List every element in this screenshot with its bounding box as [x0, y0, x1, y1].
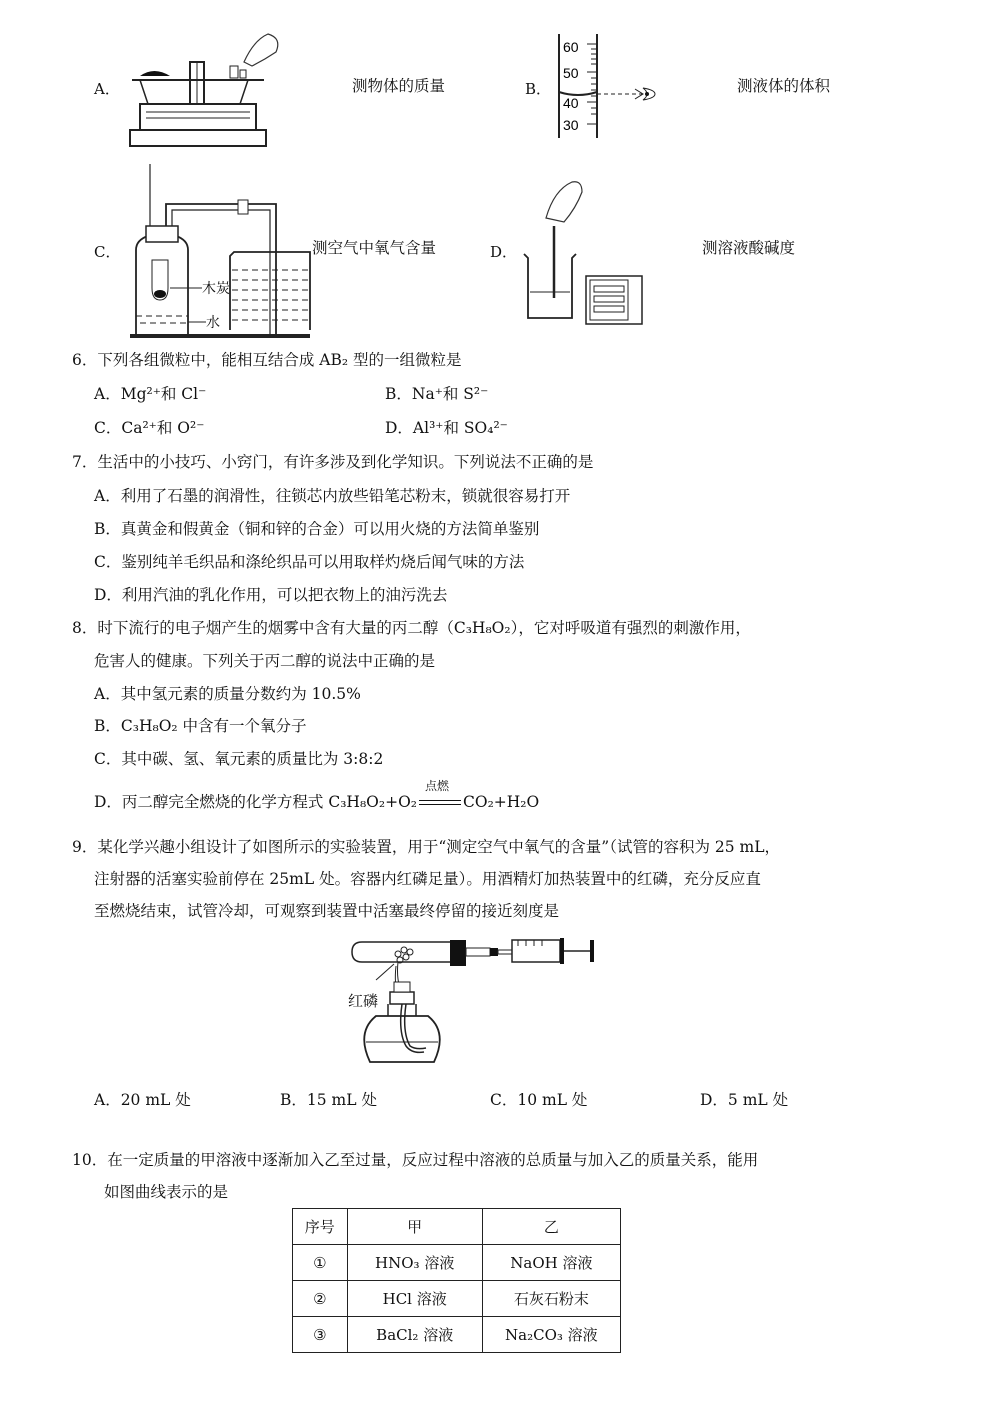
q5-option-c-label: C． [94, 243, 121, 261]
q8-option-a: A．其中氢元素的质量分数约为 10.5% [94, 685, 361, 703]
balance-figure [126, 32, 286, 148]
q8-stem-line2: 危害人的健康。下列关于丙二醇的说法中正确的是 [94, 652, 436, 670]
q5-option-b-label: B． [525, 80, 552, 98]
table-header-cell: 序号 [293, 1209, 348, 1245]
oxygen-apparatus-figure [126, 160, 316, 340]
table-cell: BaCl₂ 溶液 [347, 1317, 482, 1353]
q6-option-d: D．Al³⁺和 SO₄²⁻ [385, 419, 508, 437]
q9-option-b: B．15 mL 处 [280, 1091, 377, 1109]
q9-stem-line1: 9．某化学兴趣小组设计了如图所示的实验装置，用于“测定空气中氧气的含量”（试管的容积为 25 mL， [72, 838, 781, 856]
q7-option-b: B．真黄金和假黄金（铜和锌的合金）可以用火烧的方法简单鉴别 [94, 520, 540, 538]
table-cell: 石灰石粉末 [482, 1281, 620, 1317]
table-cell: ② [293, 1281, 348, 1317]
q5-option-b-caption: 测液体的体积 [737, 77, 831, 95]
q9-stem-line3: 至燃烧结束，试管冷却，可观察到装置中活塞最终停留的接近刻度是 [94, 902, 560, 920]
table-cell: HCl 溶液 [347, 1281, 482, 1317]
q5-option-c-caption: 测空气中氧气含量 [312, 239, 437, 257]
table-header-row [293, 1209, 621, 1245]
q10-stem-line2: 如图曲线表示的是 [104, 1183, 229, 1201]
table-cell: HNO₃ 溶液 [347, 1245, 482, 1281]
cylinder-tick-40: 40 [563, 95, 579, 111]
q10-stem-line1: 10．在一定质量的甲溶液中逐渐加入乙至过量，反应过程中溶液的总质量与加入乙的质量关系，能用 [72, 1151, 759, 1169]
q5-option-d-caption: 测溶液酸碱度 [702, 239, 796, 257]
ph-test-figure [520, 178, 650, 328]
cylinder-tick-60: 60 [563, 39, 579, 55]
q7-option-d: D．利用汽油的乳化作用，可以把衣物上的油污洗去 [94, 586, 448, 604]
q6-option-b: B．Na⁺和 S²⁻ [385, 385, 489, 403]
table-header-cell: 乙 [482, 1209, 620, 1245]
table-header-cell: 甲 [347, 1209, 482, 1245]
cylinder-tick-50: 50 [563, 65, 579, 81]
q5-option-a-caption: 测物体的质量 [352, 77, 446, 95]
q7-option-c: C．鉴别纯羊毛织品和涤纶织品可以用取样灼烧后闻气味的方法 [94, 553, 525, 571]
q9-stem-line2: 注射器的活塞实验前停在 25mL 处。容器内红磷足量）。用酒精灯加热装置中的红磷，充分反应直 [94, 870, 761, 888]
cylinder-tick-30: 30 [563, 117, 579, 133]
q8-option-c: C．其中碳、氢、氧元素的质量比为 3:8:2 [94, 750, 384, 768]
cylinder-figure [555, 34, 665, 138]
q8-option-b: B．C₃H₈O₂ 中含有一个氧分子 [94, 717, 307, 735]
q8-stem-line1: 8．时下流行的电子烟产生的烟雾中含有大量的丙二醇（C₃H₈O₂），它对呼吸道有强烈的刺激作用， [72, 619, 751, 637]
table-cell: ① [293, 1245, 348, 1281]
q7-stem: 7．生活中的小技巧、小窍门，有许多涉及到化学知识。下列说法不正确的是 [72, 453, 594, 471]
q8-option-d-suffix: CO₂+H₂O [463, 793, 540, 811]
table-cell: ③ [293, 1317, 348, 1353]
q5-option-d-label: D． [490, 243, 518, 261]
q6-option-c: C．Ca²⁺和 O²⁻ [94, 419, 205, 437]
water-tag: 水 [206, 315, 220, 331]
reaction-arrow [417, 779, 463, 812]
charcoal-tag: 木炭 [202, 281, 230, 297]
table-row [293, 1281, 621, 1317]
table-row [293, 1317, 621, 1353]
red-phosphorus-tag: 红磷 [348, 992, 379, 1010]
q8-option-d [94, 779, 540, 812]
red-phosphorus-apparatus-figure [346, 936, 600, 1076]
q5-option-a-label: A． [94, 80, 120, 98]
q9-option-c: C．10 mL 处 [490, 1091, 588, 1109]
q8-option-d-prefix: D．丙二醇完全燃烧的化学方程式 C₃H₈O₂+O₂ [94, 793, 417, 811]
q6-stem: 6．下列各组微粒中，能相互结合成 AB₂ 型的一组微粒是 [72, 351, 462, 369]
q7-option-a: A．利用了石墨的润滑性，往锁芯内放些铅笔芯粉末，锁就很容易打开 [94, 487, 571, 505]
q9-option-d: D．5 mL 处 [700, 1091, 789, 1109]
table-cell: Na₂CO₃ 溶液 [482, 1317, 620, 1353]
reaction-condition: 点燃 [425, 779, 450, 793]
q9-option-a: A．20 mL 处 [94, 1091, 191, 1109]
table-cell: NaOH 溶液 [482, 1245, 620, 1281]
q6-option-a: A．Mg²⁺和 Cl⁻ [94, 385, 207, 403]
q10-table [292, 1208, 621, 1353]
table-row [293, 1245, 621, 1281]
